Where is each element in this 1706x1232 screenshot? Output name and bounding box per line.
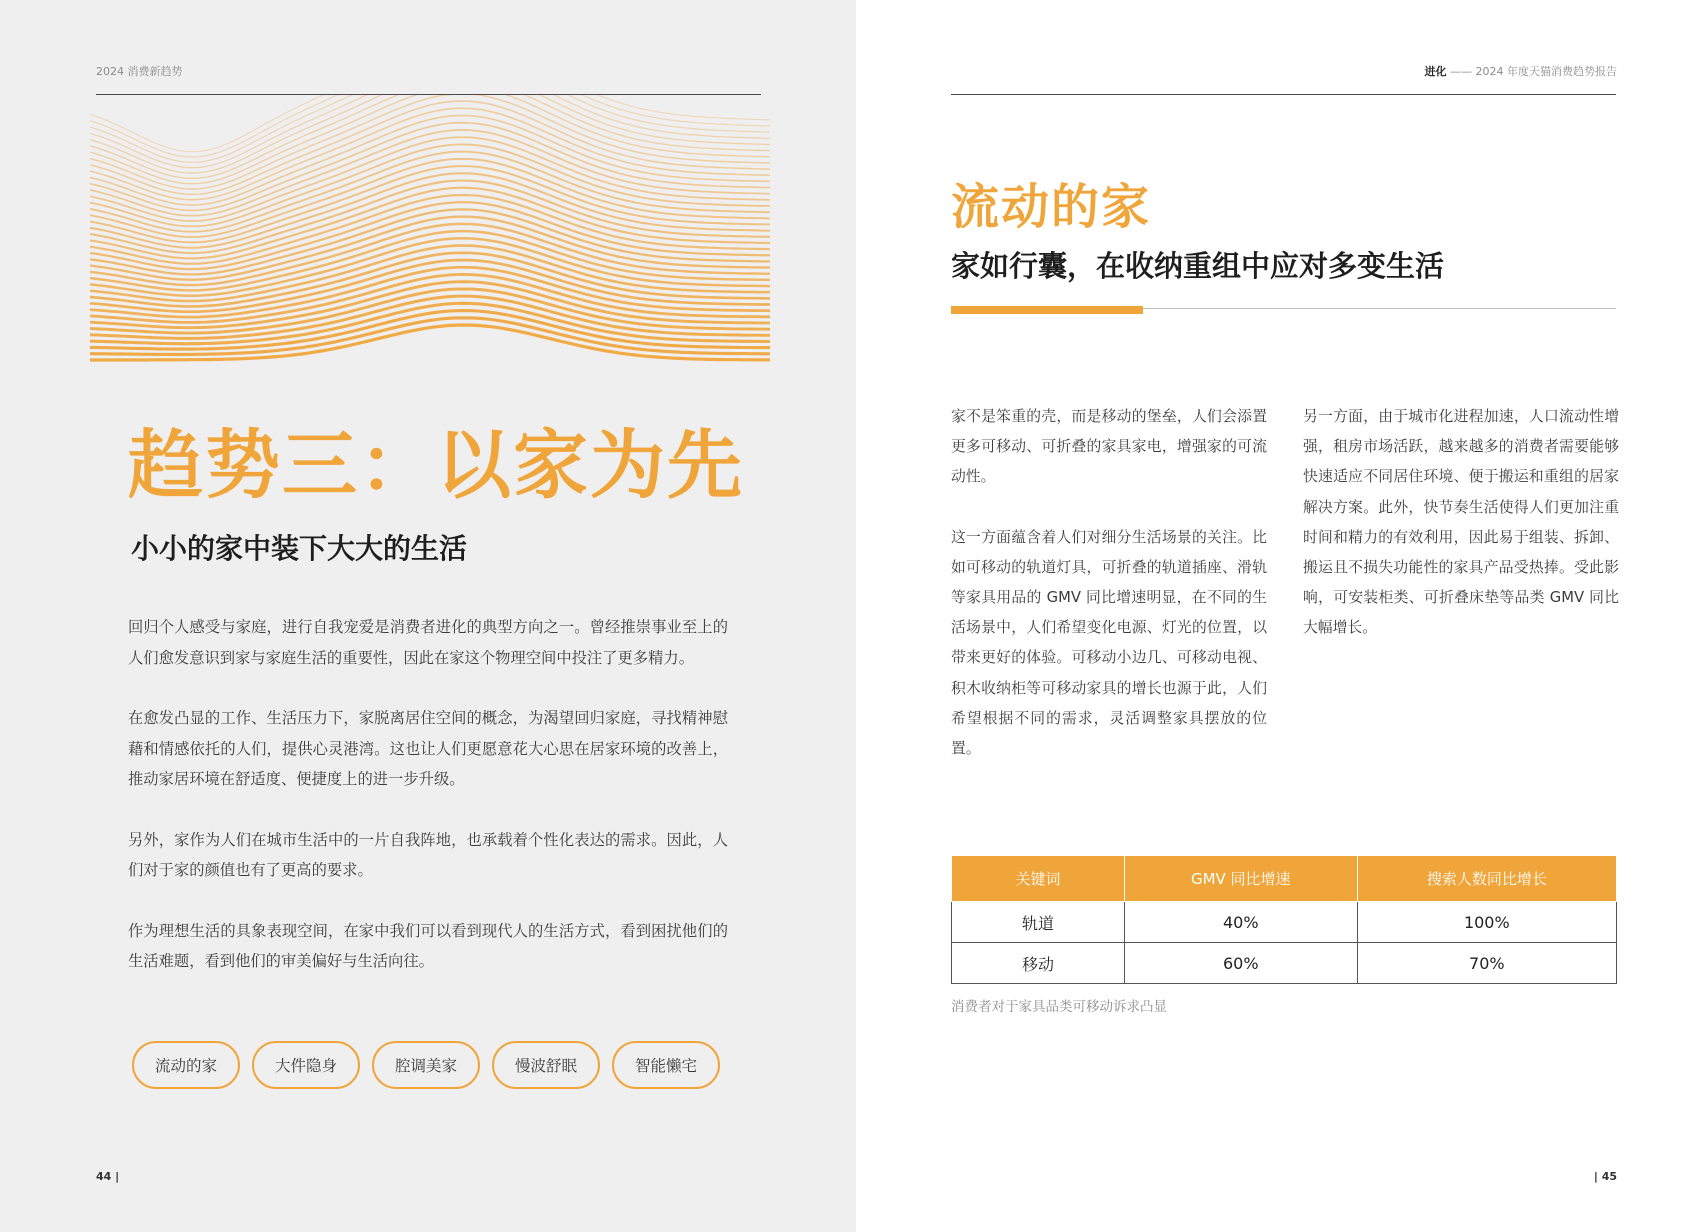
- wave-line: [90, 95, 770, 189]
- page-number-right: | 45: [1593, 1170, 1617, 1183]
- wave-line: [90, 95, 770, 178]
- table-header: 关键词: [952, 856, 1125, 902]
- running-head-rest: —— 2024 年度天猫消费趋势报告: [1450, 65, 1617, 78]
- running-head-left: 2024 消费新趋势: [96, 65, 183, 78]
- trend-title: 趋势三：以家为先: [128, 421, 745, 509]
- wave-lines-graphic: [90, 95, 770, 415]
- section-title: 流动的家: [951, 179, 1152, 235]
- right-page: [856, 0, 1706, 1232]
- paragraph: 在愈发凸显的工作、生活压力下，家脱离居住空间的概念，为渴望回归家庭，寻找精神慰藉和情感依托的人们，提供心灵港湾。这也让人们更愿意花大心思在居家环境的改善上，推动家居环境在舒适度、便捷度上的进一步升级。: [128, 709, 728, 788]
- paragraph: 家不是笨重的壳，而是移动的堡垒，人们会添置更多可移动、可折叠的家具家电，增强家的可流动性。: [951, 408, 1267, 486]
- header-rule-right: [951, 94, 1616, 95]
- wave-line: [90, 123, 770, 211]
- table-cell: 70%: [1357, 943, 1616, 984]
- table-cell: 轨道: [952, 902, 1125, 943]
- tag-liudong[interactable]: 流动的家: [132, 1041, 240, 1089]
- table-caption: 消费者对于家具品类可移动诉求凸显: [951, 999, 1167, 1015]
- page-number-left: 44 |: [96, 1170, 120, 1183]
- section-subtitle: 家如行囊，在收纳重组中应对多变生活: [951, 249, 1445, 283]
- wave-line: [90, 95, 770, 152]
- title-accent-bar: [951, 306, 1143, 314]
- tag-qiangdiao[interactable]: 腔调美家: [372, 1041, 480, 1089]
- running-head-bold: 进化: [1424, 65, 1447, 78]
- paragraph: 作为理想生活的具象表现空间，在家中我们可以看到现代人的生活方式，看到困扰他们的生活难题，看到他们的审美偏好与生活向往。: [128, 921, 728, 970]
- table-row: [952, 902, 1617, 943]
- wave-line: [90, 137, 770, 221]
- wave-line: [90, 108, 770, 199]
- table-cell: 60%: [1124, 943, 1357, 984]
- table-header: GMV 同比增速: [1124, 856, 1357, 902]
- text-column-2: [1303, 402, 1619, 674]
- paragraph: 这一方面蕴含着人们对细分生活场景的关注。比如可移动的轨道灯具，可折叠的轨道插座、滑轨等家具用品的 GMV 同比增速明显，在不同的生活场景中，人们希望变化电源、灯光的位置，以带来更好的体验。可移动小边几、可移动电视、积木收纳柜等可移动家具的增长也源于此，人们希望根据不同的需求，灵活调整家具摆放的位置。: [951, 528, 1267, 758]
- gmv-table: [951, 855, 1617, 984]
- running-head-right: [1425, 63, 1618, 79]
- table-header: 搜索人数同比增长: [1357, 856, 1616, 902]
- table-row: [952, 943, 1617, 984]
- table-cell: 40%: [1124, 902, 1357, 943]
- table-cell: 100%: [1357, 902, 1616, 943]
- paragraph: 另外，家作为人们在城市生活中的一片自我阵地，也承载着个性化表达的需求。因此，人们对于家的颜值也有了更高的要求。: [128, 830, 728, 879]
- table-cell: 移动: [952, 943, 1125, 984]
- table-header-row: [952, 856, 1617, 902]
- topic-tags: [132, 1041, 720, 1089]
- tag-dajian[interactable]: 大件隐身: [252, 1041, 360, 1089]
- paragraph: 回归个人感受与家庭，进行自我宠爱是消费者进化的典型方向之一。曾经推崇事业至上的人们愈发意识到家与家庭生活的重要性，因此在家这个物理空间中投注了更多精力。: [128, 618, 728, 667]
- tag-manbo[interactable]: 慢波舒眠: [492, 1041, 600, 1089]
- tag-zhineng[interactable]: 智能懒宅: [612, 1041, 720, 1089]
- trend-subtitle: 小小的家中装下大大的生活: [131, 532, 468, 565]
- text-column-1: [951, 402, 1267, 794]
- paragraph: 另一方面，由于城市化进程加速，人口流动性增强，租房市场活跃，越来越多的消费者需要能够快速适应不同居住环境、便于搬运和重组的居家解决方案。此外，快节奏生活使得人们更加注重时间和精力的有效利用，因此易于组装、拆卸、搬运且不损失功能性的家具产品受热捧。受此影响，可安装柜类、可折叠床垫等品类 GMV 同比大幅增长。: [1303, 408, 1619, 637]
- left-body-text: [128, 612, 728, 1007]
